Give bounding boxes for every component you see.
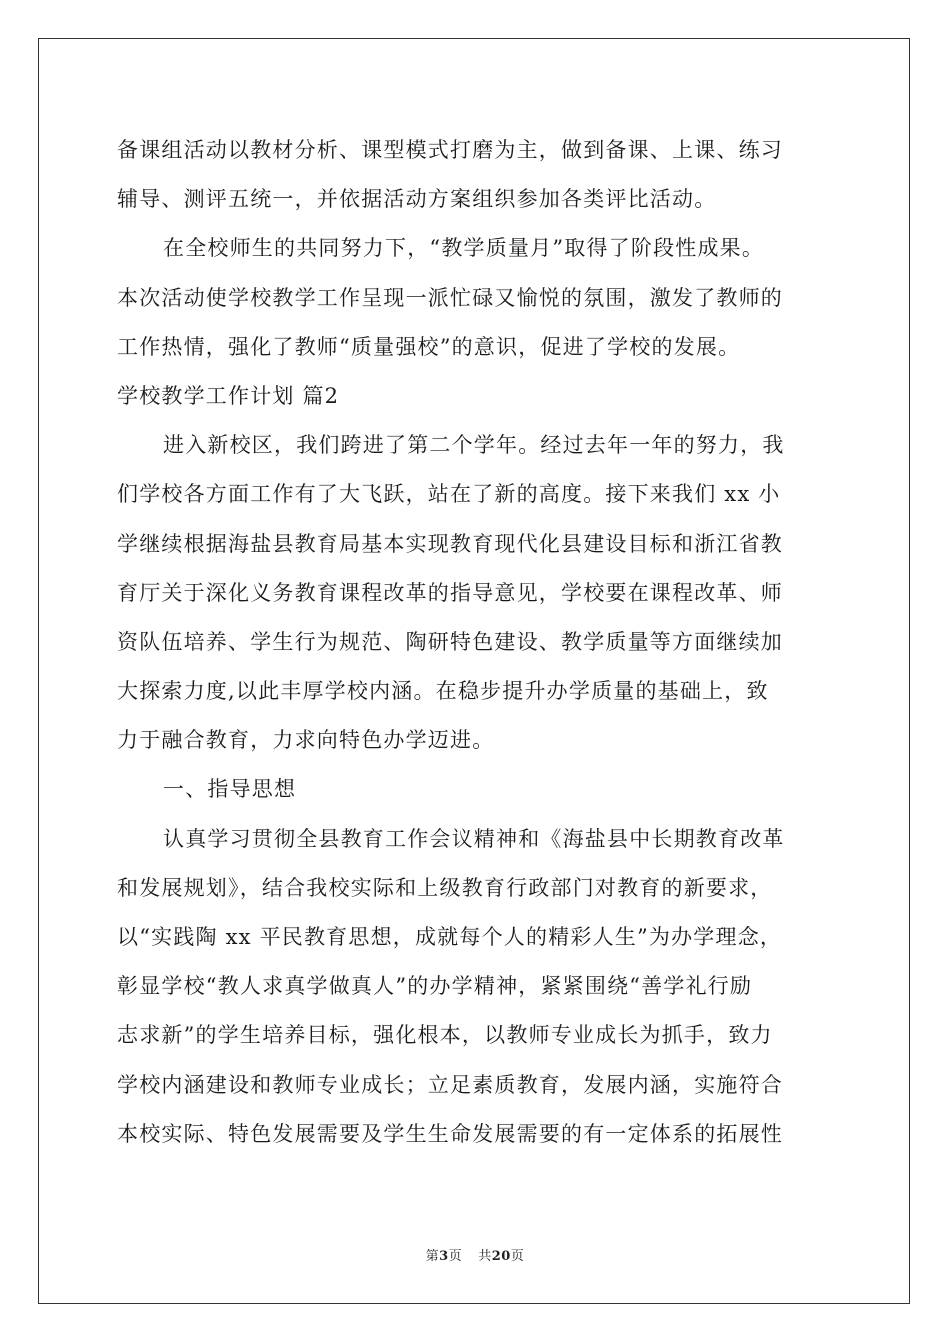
total-suffix: 页 xyxy=(510,1249,525,1264)
text-line: 在全校师生的共同努力下，“教学质量月”取得了阶段性成果。 xyxy=(163,236,765,261)
page-suffix: 页 xyxy=(448,1249,463,1264)
text-line: 本次活动使学校教学工作呈现一派忙碌又愉悦的氛围，激发了教师的 xyxy=(117,285,783,310)
text-line: 进入新校区，我们跨进了第二个学年。经过去年一年的努力，我 xyxy=(163,433,785,458)
text-line: 们学校各方面工作有了大飞跃，站在了新的高度。接下来我们 xx 小 xyxy=(117,482,781,507)
subsection-heading: 一、指导思想 xyxy=(163,777,297,802)
text-line: 备课组活动以教材分析、课型模式打磨为主，做到备课、上课、练习 xyxy=(117,138,783,162)
section-heading: 学校教学工作计划 篇2 xyxy=(117,383,340,408)
text-line: 志求新”的学生培养目标，强化根本，以教师专业成长为抓手，致力 xyxy=(117,1023,773,1048)
text-line: 资队伍培养、学生行为规范、陶研特色建设、教学质量等方面继续加 xyxy=(117,629,783,654)
text-line: 学继续根据海盐县教育局基本实现教育现代化县建设目标和浙江省教 xyxy=(117,531,783,556)
text-line: 学校内涵建设和教师专业成长；立足素质教育，发展内涵，实施符合 xyxy=(117,1072,783,1097)
total-prefix: 共 xyxy=(478,1249,492,1264)
text-line: 认真学习贯彻全县教育工作会议精神和《海盐县中长期教育改革 xyxy=(163,826,785,851)
text-line: 彰显学校“教人求真学做真人”的办学精神，紧紧围绕“善学礼行励 xyxy=(117,974,753,999)
text-line: 辅导、测评五统一，并依据活动方案组织参加各类评比活动。 xyxy=(117,187,717,212)
page-footer xyxy=(0,1245,950,1264)
page-number: 3 xyxy=(439,1249,449,1264)
text-line: 大探索力度,以此丰厚学校内涵。在稳步提升办学质量的基础上，致 xyxy=(117,679,769,704)
text-line: 育厅关于深化义务教育课程改革的指导意见，学校要在课程改革、师 xyxy=(117,580,783,605)
document-body xyxy=(117,126,833,1159)
page-prefix: 第 xyxy=(425,1249,440,1264)
text-line: 工作热情，强化了教师“质量强校”的意识，促进了学校的发展。 xyxy=(117,334,741,359)
text-line: 力于融合教育，力求向特色办学迈进。 xyxy=(117,728,495,753)
text-line: 和发展规划》，结合我校实际和上级教育行政部门对教育的新要求， xyxy=(117,875,773,900)
text-line: 以“实践陶 xx 平民教育思想，成就每个人的精彩人生”为办学理念， xyxy=(117,925,783,949)
total-pages: 20 xyxy=(491,1249,511,1264)
text-line: 本校实际、特色发展需要及学生生命发展需要的有一定体系的拓展性 xyxy=(117,1121,783,1146)
